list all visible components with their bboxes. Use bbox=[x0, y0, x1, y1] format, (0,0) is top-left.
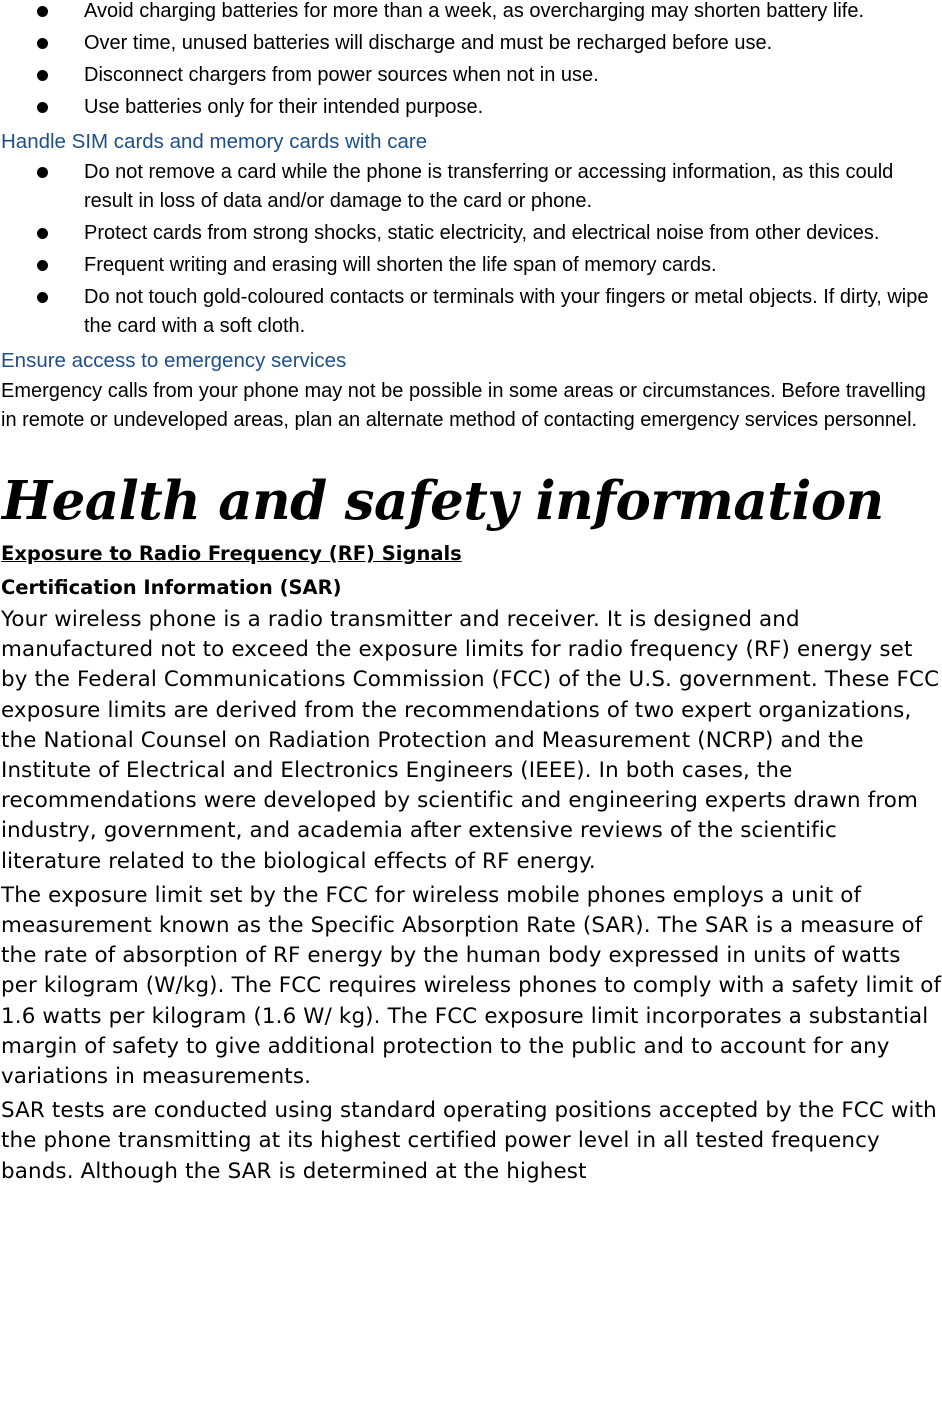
list-item-text: Do not touch gold-coloured contacts or terminals with your fingers or metal objects. If dirty, wipe the card with a soft cloth. bbox=[84, 286, 929, 337]
list-item-text: Protect cards from strong shocks, static electricity, and electrical noise from other devices. bbox=[84, 222, 880, 244]
rf-exposure-subheading: Exposure to Radio Frequency (RF) Signals bbox=[1, 542, 462, 565]
sar-certification-heading: Certification Information (SAR) bbox=[1, 576, 342, 599]
body-paragraph: Your wireless phone is a radio transmitter and receiver. It is designed and manufactured not to exceed the exposure limits for radio frequency (RF) energy set by the Federal Communications Commission (FCC) of the U.S. government. These FCC exposure limits are derived from the recommendations of two expert organizations, the National Counsel on Radiation Protection and Measurement (NCRP) and the Institute of Electrical and Electronics Engineers (IEEE). In both cases, the recommendations were developed by scientific and engineering experts drawn from industry, government, and academia after extensive reviews of the scientific literature related to the biological effects of RF energy. bbox=[1, 607, 940, 874]
list-item bbox=[0, 93, 942, 122]
list-item-text: Disconnect chargers from power sources when not in use. bbox=[84, 64, 599, 86]
sim-section-heading: Handle SIM cards and memory cards with care bbox=[1, 130, 428, 153]
bullet-icon bbox=[37, 102, 48, 113]
list-item bbox=[0, 29, 942, 58]
list-item-text: Use batteries only for their intended purpose. bbox=[84, 96, 484, 118]
battery-bullet-list bbox=[0, 0, 942, 122]
bullet-icon bbox=[37, 228, 48, 239]
list-item-text: Over time, unused batteries will discharge and must be recharged before use. bbox=[84, 32, 773, 54]
emergency-section-heading: Ensure access to emergency services bbox=[1, 349, 347, 372]
list-item bbox=[0, 219, 942, 248]
bullet-icon bbox=[37, 38, 48, 49]
bullet-icon bbox=[37, 292, 48, 303]
bullet-icon bbox=[37, 70, 48, 81]
bullet-icon bbox=[37, 260, 48, 271]
list-item bbox=[0, 61, 942, 90]
list-item bbox=[0, 251, 942, 280]
body-paragraph: The exposure limit set by the FCC for wireless mobile phones employs a unit of measurement known as the Specific Absorption Rate (SAR). The SAR is a measure of the rate of absorption of RF energy by the human body expressed in units of watts per kilogram (W/kg). The FCC requires wireless phones to comply with a safety limit of 1.6 watts per kilogram (1.6 W/ kg). The FCC exposure limit incorporates a substantial margin of safety to give additional protection to the public and to account for any variations in measurements. bbox=[1, 882, 942, 1090]
list-item-text: Frequent writing and erasing will shorten the life span of memory cards. bbox=[84, 254, 717, 276]
list-item bbox=[0, 0, 942, 26]
bullet-icon bbox=[37, 167, 48, 178]
emergency-paragraph: Emergency calls from your phone may not be possible in some areas or circumstances. Before travelling in remote or undeveloped areas, plan an alternate method of contacting emergency services personnel. bbox=[1, 380, 926, 431]
list-item bbox=[0, 283, 942, 341]
bullet-icon bbox=[37, 6, 48, 17]
page-title: Health and safety information bbox=[2, 470, 884, 532]
list-item-text: Avoid charging batteries for more than a week, as overcharging may shorten battery life. bbox=[84, 0, 865, 22]
body-paragraph: SAR tests are conducted using standard operating positions accepted by the FCC with the phone transmitting at its highest certified power level in all tested frequency bands. Although the SAR is determined at the highest bbox=[1, 1098, 937, 1184]
sim-bullet-list bbox=[0, 158, 942, 341]
list-item-text: Do not remove a card while the phone is transferring or accessing information, as this could result in loss of data and/or damage to the card or phone. bbox=[84, 161, 894, 212]
list-item bbox=[0, 158, 942, 216]
